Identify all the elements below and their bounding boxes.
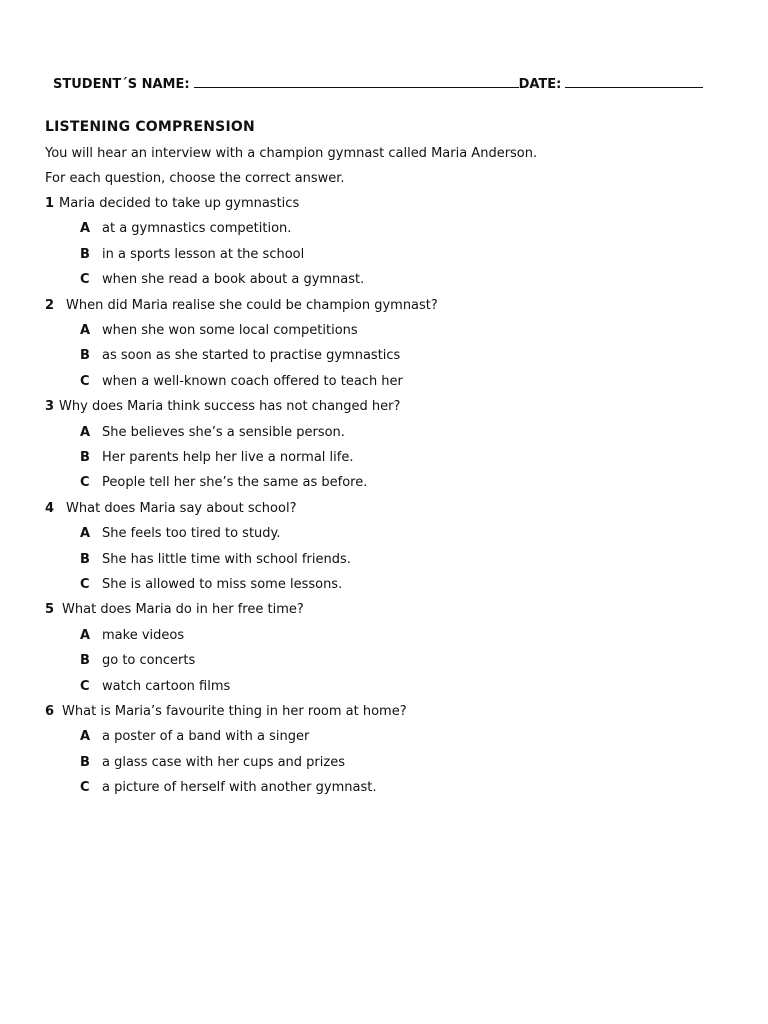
option-letter: A — [80, 729, 91, 744]
option-letter: A — [80, 628, 91, 643]
option-text: a glass case with her cups and prizes — [102, 755, 345, 770]
option-text: a poster of a band with a singer — [102, 729, 310, 744]
question — [45, 501, 296, 516]
answer-option[interactable] — [80, 348, 400, 363]
question-text: When did Maria realise she could be champion gymnast? — [66, 298, 438, 313]
answer-option[interactable] — [80, 475, 367, 490]
question-number: 4 — [45, 501, 55, 516]
option-text: go to concerts — [102, 653, 196, 668]
question — [45, 704, 407, 719]
option-letter: C — [80, 780, 90, 795]
option-text: at a gymnastics competition. — [102, 221, 292, 236]
student-header — [53, 75, 703, 92]
answer-option[interactable] — [80, 247, 304, 262]
option-letter: C — [80, 475, 90, 490]
option-text: in a sports lesson at the school — [102, 247, 305, 262]
answer-option[interactable] — [80, 374, 403, 389]
question-number: 1 — [45, 196, 55, 211]
question-text: What is Maria’s favourite thing in her room at home? — [62, 704, 407, 719]
option-letter: B — [80, 348, 90, 363]
option-text: watch cartoon films — [102, 679, 231, 694]
answer-option[interactable] — [80, 755, 345, 770]
option-text: She is allowed to miss some lessons. — [102, 577, 343, 592]
option-text: She has little time with school friends. — [102, 552, 351, 567]
question — [45, 298, 438, 313]
option-letter: A — [80, 425, 91, 440]
option-text: when she read a book about a gymnast. — [102, 272, 365, 287]
option-letter: B — [80, 653, 90, 668]
option-text: She believes she’s a sensible person. — [102, 425, 345, 440]
answer-option[interactable] — [80, 729, 309, 744]
option-letter: B — [80, 247, 90, 262]
answer-option[interactable] — [80, 450, 353, 465]
intro-line: You will hear an interview with a champion gymnast called Maria Anderson. — [45, 146, 538, 161]
question-text: What does Maria do in her free time? — [62, 602, 304, 617]
student-name-field[interactable] — [194, 75, 519, 88]
answer-option[interactable] — [80, 323, 358, 338]
option-letter: A — [80, 526, 91, 541]
question-text: Maria decided to take up gymnastics — [59, 196, 300, 211]
answer-option[interactable] — [80, 526, 281, 541]
question-number: 2 — [45, 298, 55, 313]
intro-line: For each question, choose the correct answer. — [45, 171, 345, 186]
answer-option[interactable] — [80, 577, 342, 592]
option-text: when she won some local competitions — [102, 323, 358, 338]
option-letter: C — [80, 272, 90, 287]
page-title: LISTENING COMPRENSION — [45, 119, 255, 135]
option-text: make videos — [102, 628, 185, 643]
answer-option[interactable] — [80, 272, 364, 287]
question-number: 5 — [45, 602, 55, 617]
option-letter: B — [80, 755, 90, 770]
answer-option[interactable] — [80, 780, 376, 795]
answer-option[interactable] — [80, 679, 230, 694]
question — [45, 196, 299, 211]
question-text: What does Maria say about school? — [66, 501, 297, 516]
date-field[interactable] — [565, 75, 703, 88]
option-letter: A — [80, 221, 91, 236]
option-letter: C — [80, 679, 90, 694]
question — [45, 602, 304, 617]
question-text: Why does Maria think success has not changed her? — [59, 399, 401, 414]
answer-option[interactable] — [80, 552, 351, 567]
option-letter: B — [80, 450, 90, 465]
option-text: when a well-known coach offered to teach her — [102, 374, 403, 389]
option-text: a picture of herself with another gymnast. — [102, 780, 377, 795]
answer-option[interactable] — [80, 653, 195, 668]
question — [45, 399, 400, 414]
answer-option[interactable] — [80, 628, 184, 643]
answer-option[interactable] — [80, 425, 345, 440]
question-number: 6 — [45, 704, 55, 719]
option-letter: C — [80, 374, 90, 389]
student-name-label: STUDENT´S NAME: — [53, 77, 190, 92]
date-label: DATE: — [518, 77, 562, 92]
option-letter: B — [80, 552, 90, 567]
option-letter: A — [80, 323, 91, 338]
option-text: as soon as she started to practise gymnastics — [102, 348, 401, 363]
question-number: 3 — [45, 399, 55, 414]
answer-option[interactable] — [80, 221, 291, 236]
option-text: Her parents help her live a normal life. — [102, 450, 354, 465]
option-letter: C — [80, 577, 90, 592]
option-text: She feels too tired to study. — [102, 526, 281, 541]
option-text: People tell her she’s the same as before. — [102, 475, 368, 490]
